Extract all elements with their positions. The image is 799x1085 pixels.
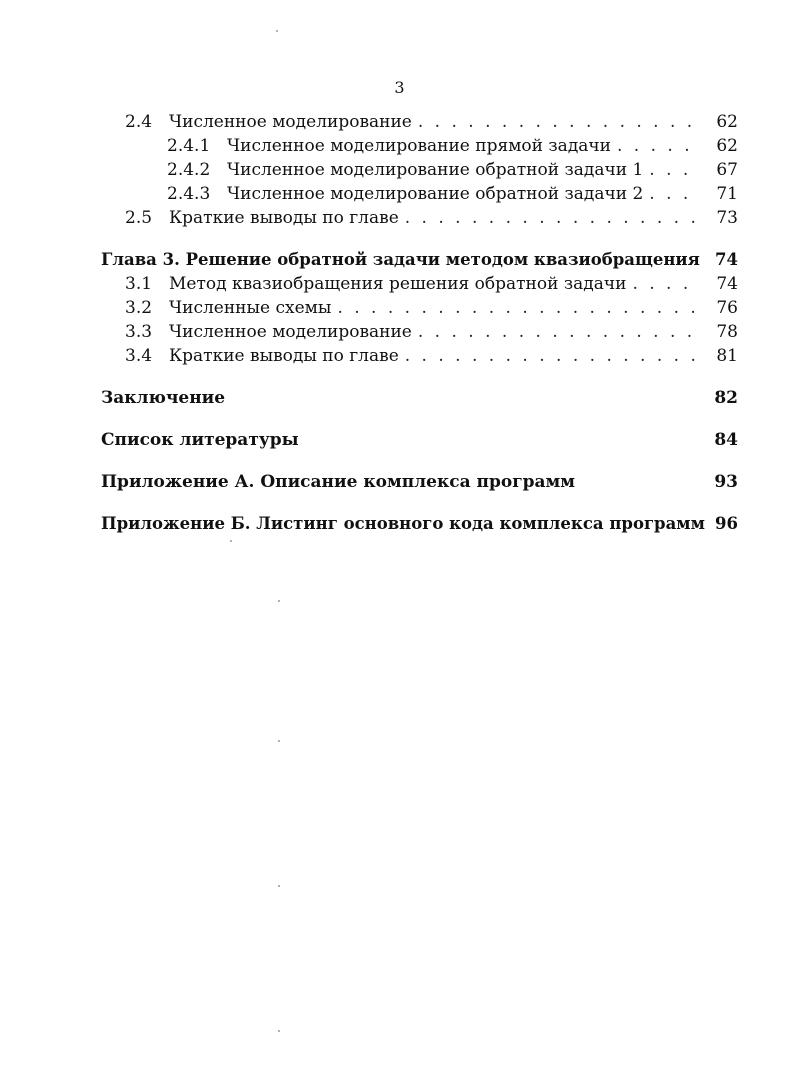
section-number: 3.2 [125,298,153,318]
page-ref: 93 [714,472,738,492]
references-title: Список литературы [101,430,299,450]
subsection-number: 2.4.2 [167,160,211,180]
toc-entry-3-1 [125,274,738,294]
page-ref: 62 [716,136,738,156]
subsection-number: 2.4.1 [167,136,211,156]
scan-speck [276,30,278,32]
subsection-title: Численное моделирование обратной задачи 1 [227,160,644,180]
page-ref: 73 [716,208,738,228]
toc-entry-2-4-1 [167,136,738,156]
dot-leader [418,112,698,132]
section-number: 2.5 [125,208,153,228]
page-ref: 71 [716,184,738,204]
page-ref: 67 [716,160,738,180]
toc-chapter-3 [101,250,738,269]
dot-leader [405,346,698,366]
page-number: 3 [394,78,405,97]
subsection-number: 2.4.3 [167,184,211,204]
toc-conclusion [101,388,738,408]
subsection-title: Численное моделирование обратной задачи 2 [227,184,644,204]
toc-entry-3-4 [125,346,738,366]
section-title: Краткие выводы по главе [169,346,399,366]
page-ref: 82 [714,388,738,408]
scan-speck [278,885,280,887]
dot-leader [405,208,698,228]
toc-entry-2-4-2 [167,160,738,180]
page-ref: 81 [716,346,738,366]
section-title: Численное моделирование [169,112,412,132]
page-ref: 96 [715,514,738,533]
section-title: Численное моделирование [169,322,412,342]
dot-leader [649,160,698,180]
scan-speck [230,540,232,542]
section-title: Краткие выводы по главе [169,208,399,228]
page-ref: 74 [716,274,738,294]
dot-leader [337,298,698,318]
toc-references [101,430,738,450]
subsection-title: Численное моделирование прямой задачи [227,136,611,156]
toc-entry-2-4-3 [167,184,738,204]
scan-speck [278,600,280,602]
appendix-a-title: Приложение А. Описание комплекса программ [101,472,576,492]
page-ref: 78 [716,322,738,342]
dot-leader [632,274,698,294]
section-number: 3.4 [125,346,153,366]
toc-entry-3-3 [125,322,738,342]
page-ref: 62 [716,112,738,132]
conclusion-title: Заключение [101,388,226,408]
toc-entry-2-5 [125,208,738,228]
scan-speck [278,740,280,742]
dot-leader [617,136,698,156]
dot-leader [649,184,698,204]
toc-entry-2-4 [125,112,738,132]
toc-appendix-a [101,472,738,492]
dot-leader [418,322,698,342]
appendix-b-title: Приложение Б. Листинг основного кода комплекса программ [101,514,705,533]
toc-entry-3-2 [125,298,738,318]
section-title: Численные схемы [169,298,332,318]
chapter-title: Глава 3. Решение обратной задачи методом квазиобращения [101,250,700,269]
section-number: 2.4 [125,112,153,132]
section-title: Метод квазиобращения решения обратной задачи [169,274,627,294]
page-ref: 74 [715,250,738,269]
toc-appendix-b [101,514,738,533]
page-ref: 84 [714,430,738,450]
section-number: 3.3 [125,322,153,342]
page-ref: 76 [716,298,738,318]
scan-speck [278,1030,280,1032]
section-number: 3.1 [125,274,153,294]
